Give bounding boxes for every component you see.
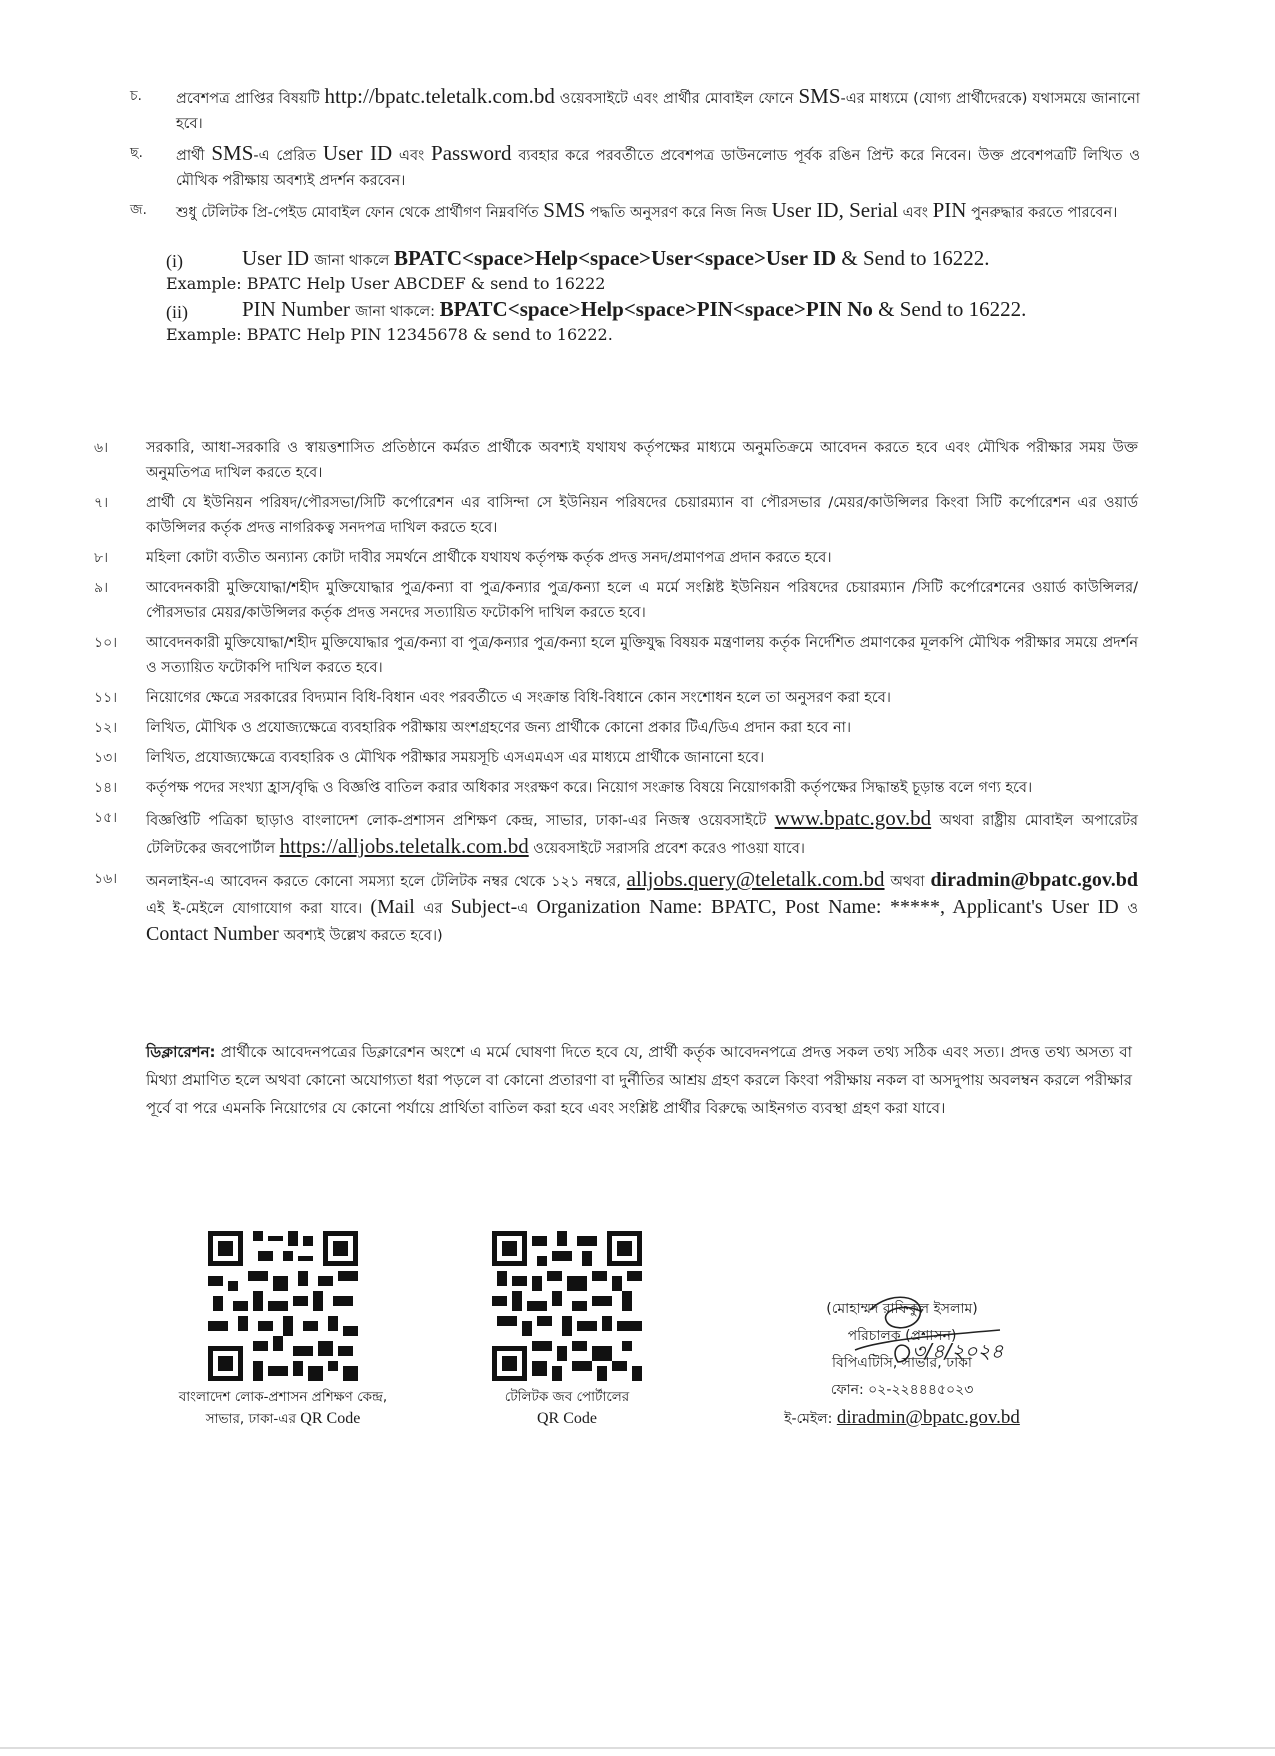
inline-text: & <box>836 246 863 270</box>
condition-number: ১১। <box>94 690 118 706</box>
condition-item <box>94 716 1138 741</box>
inline-text: সরকারি, আধা-সরকারি ও স্বায়ত্তশাসিত প্রতিষ্ঠানে কর্মরত প্রার্থীকে অবশ্যই যথাযথ কর্তৃপক্ষের মাধ্যমে অনুমতিক্রমে আবেদন করতে হবে এবং মৌখিক পরীক্ষার সময় উক্ত অনুমতিপত্র দাখিল করতে হবে। <box>146 440 1138 481</box>
page-bottom-edge <box>0 1747 1275 1749</box>
declaration-text: প্রার্থীকে আবেদনপত্রের ডিক্লারেশন অংশে এ মর্মে ঘোষণা দিতে হবে যে, প্রার্থী কর্তৃক আবেদনপত্রে প্রদত্ত সকল তথ্য সঠিক এবং সত্য। প্রদত্ত তথ্য অসত্য বা মিথ্যা প্রমাণিত হলে অথবা কোনো অযোগ্যতা ধরা পড়লে বা কোনো প্রতারণা বা দুর্নীতির আশ্রয় গ্রহণ করলে কিংবা পরীক্ষায় নকল বা অসদুপায় অবলম্বন করলে পরীক্ষার পূর্বে বা পরে এমনকি নিয়োগের যে কোনো পর্যায়ে প্রার্থিতা বাতিল করা হবে এবং সংশ্লিষ্ট প্রার্থীর বিরুদ্ধে আইনগত ব্যবস্থা গ্রহণ করা যাবে। <box>146 1043 1132 1117</box>
condition-item <box>94 576 1138 626</box>
inline-text: BPATC<space>Help<space>User<space>User ID <box>393 246 837 270</box>
condition-item <box>94 776 1138 801</box>
inline-text: (Mail <box>370 896 424 918</box>
condition-item <box>94 631 1138 681</box>
inline-text: অবশ্যই উল্লেখ করতে হবে।) <box>283 928 443 944</box>
bpatc-qr-caption <box>148 1386 418 1430</box>
inline-text: -এ প্রেরিত <box>253 148 323 164</box>
condition-text <box>146 631 1138 681</box>
numbered-conditions-list <box>94 436 1138 954</box>
teletalk-qr-caption <box>440 1386 694 1430</box>
inline-text: জানা থাকলে <box>314 253 394 269</box>
sms-instruction-item <box>166 246 1146 293</box>
condition-item <box>94 546 1138 571</box>
inline-text: User ID <box>242 246 315 270</box>
condition-text <box>146 491 1138 541</box>
sub-point-label: চ. <box>130 88 143 104</box>
inline-text: এই ই-মেইলে যোগাযোগ করা যাবে। <box>146 901 371 917</box>
sub-point-text <box>176 84 1140 137</box>
inline-text: diradmin@bpatc.gov.bd <box>930 869 1138 891</box>
sms-instruction-label: (ii) <box>166 302 188 322</box>
condition-item <box>94 867 1138 949</box>
inline-text: অথবা রাষ্ট্রীয় মোবাইল অপারেটর টেলিটকের জবপোর্টাল <box>146 813 1138 857</box>
condition-number: ১৪। <box>94 780 118 796</box>
inline-link[interactable]: https://alljobs.teletalk.com.bd <box>279 834 529 858</box>
condition-number: ১৬। <box>94 871 118 887</box>
condition-number: ৯। <box>94 580 109 596</box>
svg-text:৩/৪/২০২৪: ৩/৪/২০২৪ <box>912 1339 1004 1363</box>
inline-text: প্রার্থী যে ইউনিয়ন পরিষদ/পৌরসভা/সিটি কর্পোরেশন এর বাসিন্দা সে ইউনিয়ন পরিষদের চেয়ারম্যান বা পৌরসভার /মেয়র/কাউন্সিলর কিংবা সিটি কর্পোরেশন এর ওয়ার্ড কাউন্সিলর কর্তৃক প্রদত্ত নাগরিকত্ব সনদপত্র দাখিল করতে হবে। <box>146 495 1138 536</box>
inline-text: Subject- <box>450 896 518 918</box>
teletalk-qr-code-icon[interactable] <box>487 1226 647 1386</box>
condition-text <box>146 776 1138 801</box>
inline-text: -এর মাধ্যমে (যোগ্য প্রার্থীদেরকে) যথাসময়ে জানানো হবে। <box>176 91 1141 132</box>
inline-text: অনলাইন-এ আবেদন করতে কোনো সমস্যা হলে টেলিটক নম্বর থেকে ১২১ নম্বরে, <box>146 874 627 890</box>
condition-number: ৮। <box>94 550 109 566</box>
inline-text: প্রবেশপত্র প্রাপ্তির বিষয়টি <box>176 91 325 107</box>
inline-text: SMS <box>211 141 254 165</box>
inline-text: ওয়েবসাইটে এবং প্রার্থীর মোবাইল ফোনে <box>554 91 799 107</box>
inline-text: লিখিত, মৌখিক ও প্রযোজ্যক্ষেত্রে ব্যবহারিক পরীক্ষায় অংশগ্রহণের জন্য প্রার্থীকে কোনো প্রকার টিএ/ডিএ প্রদান করা হবে না। <box>146 720 852 736</box>
inline-text: Password <box>431 141 512 165</box>
sms-instruction-label: (i) <box>166 251 183 271</box>
condition-item <box>94 686 1138 711</box>
signatory-email-line <box>752 1404 1052 1433</box>
inline-text: এ <box>517 901 537 917</box>
sms-instruction-text <box>242 246 1146 274</box>
inline-text: নিয়োগের ক্ষেত্রে সরকারের বিদ্যমান বিধি-বিধান এবং পরবর্তীতে এ সংক্রান্ত বিধি-বিধানে কোন সংশোধন হলে তা অনুসরণ করা হবে। <box>146 690 891 706</box>
sms-instruction-item <box>166 297 1146 344</box>
inline-text: লিখিত, প্রযোজ্যক্ষেত্রে ব্যবহারিক ও মৌখিক পরীক্ষার সময়সূচি এসএমএস এর মাধ্যমে প্রার্থীকে জানানো হবে। <box>146 750 765 766</box>
teletalk-qr-caption-en: QR Code <box>537 1410 597 1427</box>
sub-point-label: জ. <box>130 202 147 218</box>
signatory-block <box>752 1296 1052 1433</box>
sub-point-item <box>130 84 1140 137</box>
sub-point-item <box>130 198 1140 226</box>
inline-text: পদ্ধতি অনুসরণ করে নিজ নিজ <box>585 205 772 221</box>
inline-text: মহিলা কোটা ব্যতীত অন্যান্য কোটা দাবীর সমর্থনে প্রার্থীকে যথাযথ কর্তৃপক্ষ কর্তৃক প্রদত্ত সনদ/প্রমাণপত্র প্রদান করতে হবে। <box>146 550 832 566</box>
signatory-designation: পরিচালক (প্রশাসন) <box>847 1328 957 1344</box>
bpatc-qr-code-icon[interactable] <box>203 1226 363 1386</box>
inline-text: http://bpatc.teletalk.com.bd <box>324 84 555 108</box>
inline-text: ব্যবহার করে পরবর্তীতে প্রবেশপত্র ডাউনলোড পূর্বক রঙিন প্রিন্ট করে নিবেন। উক্ত প্রবেশপত্রটি লিখিত ও মৌখিক পরীক্ষায় অবশ্যই প্রদর্শন করবেন। <box>176 148 1140 189</box>
signatory-name: (মোহাম্মদ রাফিকুল ইসলাম) <box>826 1301 978 1317</box>
inline-text: BPATC<space>Help<space>PIN<space>PIN No <box>439 297 873 321</box>
condition-text <box>146 867 1138 949</box>
condition-number: ১৫। <box>94 810 118 826</box>
sms-instructions-list <box>166 246 1146 348</box>
sms-instruction-text <box>242 297 1146 325</box>
inline-text: এবং <box>898 205 933 221</box>
condition-item <box>94 436 1138 486</box>
inline-text: আবেদনকারী মুক্তিযোদ্ধা/শহীদ মুক্তিযোদ্ধার পুত্র/কন্যা বা পুত্র/কন্যার পুত্র/কন্যা হলে মুক্তিযুদ্ধ বিষয়ক মন্ত্রণালয় কর্তৃক নির্দেশিত প্রমাণকের মূলকপি মৌখিক পরীক্ষার সময়ে প্রদর্শন ও সত্যায়িত ফটোকপি দাখিল করতে হবে। <box>146 635 1138 676</box>
sms-example: Example: BPATC Help PIN 12345678 & send to 16222. <box>166 325 613 344</box>
sub-point-item <box>130 141 1140 194</box>
inline-link[interactable]: www.bpatc.gov.bd <box>774 806 932 830</box>
condition-item <box>94 491 1138 541</box>
inline-text: কর্তৃপক্ষ পদের সংখ্যা হ্রাস/বৃদ্ধি ও বিজ্ঞপ্তি বাতিল করার অধিকার সংরক্ষণ করে। নিয়োগ সংক্রান্ত বিষয়ে নিয়োগকারী কর্তৃপক্ষের সিদ্ধান্তই চূড়ান্ত বলে গণ্য হবে। <box>146 780 1033 796</box>
condition-text <box>146 436 1138 486</box>
inline-text: এর <box>423 901 451 917</box>
inline-text: পুনরুদ্ধার করতে পারবেন। <box>966 205 1118 221</box>
inline-text: User ID <box>322 141 393 165</box>
condition-text <box>146 546 1138 571</box>
inline-text: বিজ্ঞপ্তিটি পত্রিকা ছাড়াও বাংলাদেশ লোক-প্রশাসন প্রশিক্ষণ কেন্দ্র, সাভার, ঢাকা-এর নিজস্ব ওয়েবসাইটে <box>146 813 775 829</box>
inline-text: আবেদনকারী মুক্তিযোদ্ধা/শহীদ মুক্তিযোদ্ধার পুত্র/কন্যা বা পুত্র/কন্যার পুত্র/কন্যা হলে এ মর্মে সংশ্লিষ্ট ইউনিয়ন পরিষদের চেয়ারম্যান /সিটি কর্পোরেশনের ওয়ার্ড কাউন্সিলর/পৌরসভার মেয়র/কাউন্সিলর কর্তৃক প্রদত্ত সনদের সত্যায়িত ফটোকপি দাখিল করতে হবে। <box>146 580 1138 621</box>
inline-text: শুধু টেলিটক প্রি-পেইড মোবাইল ফোন থেকে প্রার্থীগণ নিম্নবর্ণিত <box>176 205 544 221</box>
condition-text <box>146 576 1138 626</box>
bpatc-qr-caption-line2: সাভার, ঢাকা-এর <box>205 1411 296 1427</box>
inline-text: প্রার্থী <box>176 148 212 164</box>
declaration-paragraph <box>146 1038 1132 1122</box>
inline-text: Contact Number <box>146 923 284 945</box>
bpatc-qr-caption-en: QR Code <box>300 1410 361 1427</box>
inline-text: ও <box>1127 901 1138 917</box>
condition-item <box>94 746 1138 771</box>
condition-text <box>146 716 1138 741</box>
bpatc-qr-caption-line1: বাংলাদেশ লোক-প্রশাসন প্রশিক্ষণ কেন্দ্র, <box>178 1389 388 1405</box>
inline-text: SMS <box>543 198 586 222</box>
sub-point-label: ছ. <box>130 145 143 161</box>
inline-text: SMS <box>798 84 841 108</box>
inline-text: জানা থাকলে: <box>355 304 440 320</box>
inline-text: Organization Name: BPATC, Post Name: *****, Applicant's User ID <box>536 896 1128 918</box>
declaration-label: ডিক্লারেশন: <box>146 1043 216 1061</box>
sms-example: Example: BPATC Help User ABCDEF & send to 16222 <box>166 274 606 293</box>
condition-item <box>94 806 1138 862</box>
signatory-email-label: ই-মেইল: <box>784 1411 837 1427</box>
inline-text: অথবা <box>884 874 931 890</box>
inline-text: PIN <box>932 198 967 222</box>
signatory-phone: ফোন: ০২-২২৪৪৪৫০২৩ <box>830 1382 974 1398</box>
inline-text: PIN Number <box>242 297 356 321</box>
sub-points-list <box>130 84 1140 230</box>
signatory-email-link[interactable]: diradmin@bpatc.gov.bd <box>836 1407 1020 1428</box>
condition-number: ৭। <box>94 495 109 511</box>
condition-number: ১৩। <box>94 750 118 766</box>
condition-text <box>146 686 1138 711</box>
inline-link[interactable]: alljobs.query@teletalk.com.bd <box>626 867 885 891</box>
condition-number: ৬। <box>94 440 109 456</box>
condition-text <box>146 746 1138 771</box>
inline-text: User ID, Serial <box>771 198 899 222</box>
condition-text <box>146 806 1138 862</box>
teletalk-qr-caption-line1: টেলিটক জব পোর্টালের <box>504 1389 630 1405</box>
inline-text: Send to 16222. <box>862 246 990 270</box>
condition-number: ১০। <box>94 635 118 651</box>
sub-point-text <box>176 198 1140 226</box>
condition-number: ১২। <box>94 720 118 736</box>
inline-text: এবং <box>392 148 432 164</box>
sub-point-text <box>176 141 1140 194</box>
inline-text: & Send to 16222. <box>872 297 1027 321</box>
inline-text: ওয়েবসাইটে সরাসরি প্রবেশ করেও পাওয়া যাবে। <box>528 841 805 857</box>
signatory-office: বিপিএটিসি, সাভার, ঢাকা <box>832 1355 972 1371</box>
